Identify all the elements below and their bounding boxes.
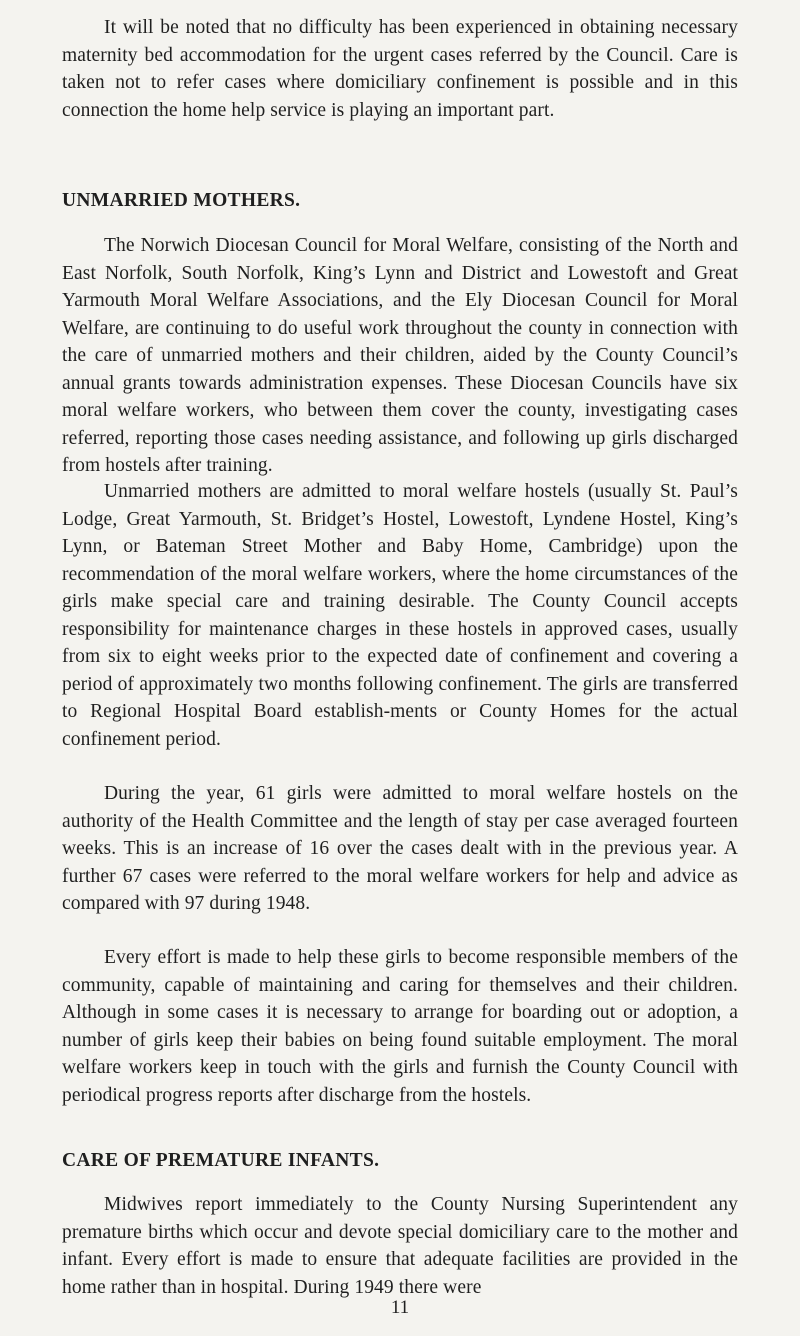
paragraph-moral-welfare-council: The Norwich Diocesan Council for Moral Welfare, consisting of the North and East Norfolk, South Norfolk, King’s Lynn and District and Lowestoft and Great Yarmouth Moral Welfare Associations, and the Ely Diocesan Council for Moral Welfare, are continuing to do useful work throughout the county in connection with the care of unmarried mothers and their children, aided by the County Council’s annual grants towards administration expenses. These Diocesan Councils have six moral welfare workers, who between them cover the county, investigating cases referred, reporting those cases needing assistance, and following up girls discharged from hostels after training. [62,235,738,476]
paragraph-hostels-admission: Unmarried mothers are admitted to moral welfare hostels (usually St. Paul’s Lodge, Great Yarmouth, St. Bridget’s Hostel, Lowestoft, Lyndene Hostel, King’s Lynn, or Bateman Street Mother and Baby Home, Cambridge) upon the recommendation of the moral welfare workers, where the home circumstances of the girls make special care and training desirable. The County Council accepts responsibility for maintenance charges in these hostels in approved cases, usually from six to eight weeks prior to the expected date of confinement and covering a period of approximately two months following confinement. The girls are transferred to Regional Hospital Board establish-ments or County Homes for the actual confinement period. [62,481,738,750]
intro-paragraph: It will be noted that no difficulty has been experienced in obtaining necessary maternity bed accommodation for the urgent cases referred by the Council. Care is taken not to refer cases where domiciliary confinement is possible and in this connection the home help service is playing an important part. [62,17,738,121]
page-number: 11 [390,1297,410,1318]
paragraph-responsible-members: Every effort is made to help these girls to become responsible members of the community, capable of maintaining and caring for themselves and their children. Although in some cases it is necessary to arrange for boarding out or adoption, a number of girls keep their babies on being found suitable employment. The moral welfare workers keep in touch with the girls and furnish the County Council with periodical progress reports after discharge from the hostels. [62,947,738,1106]
paragraph-year-statistics: During the year, 61 girls were admitted to moral welfare hostels on the authority of the Health Committee and the length of stay per case averaged fourteen weeks. This is an increase of 16 over the cases dealt with in the previous year. A further 67 cases were referred to the moral welfare workers for help and advice as compared with 97 during 1948. [62,783,738,914]
paragraph-midwives-report: Midwives report immediately to the County Nursing Superintendent any premature births which occur and devote special domiciliary care to the mother and infant. Every effort is made to ensure that adequate facilities are provided in the home rather than in hospital. During 1949 there were [62,1194,738,1298]
section-heading-unmarried-mothers: UNMARRIED MOTHERS. [62,190,301,211]
section-heading-premature-infants: CARE OF PREMATURE INFANTS. [62,1150,380,1171]
